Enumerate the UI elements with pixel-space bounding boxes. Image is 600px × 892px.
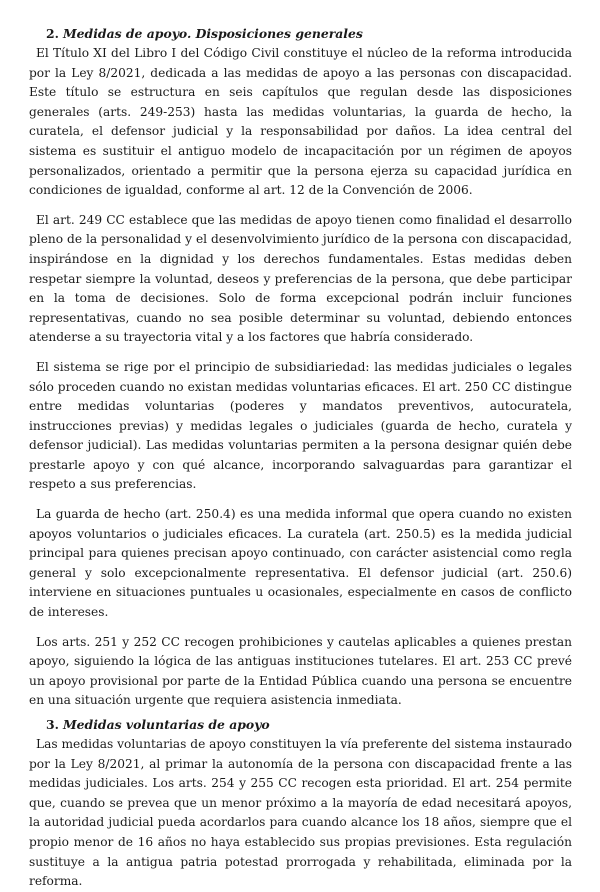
paragraph-subsidiariedad: El sistema se rige por el principio de subsidiariedad: las medidas judiciales o legales sólo proceden cuando no existan medidas voluntarias eficaces. El art. 250 CC distingue entre medidas voluntarias (poderes y mandatos preventivos, autocuratela, instrucciones previas) y medidas legales o judiciales (guarda de hecho, curatela y defensor judicial). Las medidas voluntarias permiten a la persona designar quién debe prestarle apoyo y con qué alcance, incorporando salvaguardas para garantizar el respeto a sus preferencias. bbox=[29, 359, 572, 492]
section-3-title: Medidas voluntarias de apoyo bbox=[62, 717, 270, 732]
section-3-number: 3. bbox=[46, 717, 59, 732]
paragraph-medidas-voluntarias: Las medidas voluntarias de apoyo constituyen la vía preferente del sistema instaurado por la Ley 8/2021, al primar la autonomía de la persona con discapacidad frente a las medidas judiciales. Los arts. 254 y 255 CC recogen esta prioridad. El art. 254 permite que, cuando se prevea que un menor próximo a la mayoría de edad necesitará apoyos, la autoridad judicial pueda acordarlos para cuando alcance los 18 años, siempre que el propio menor de 16 años no haya establecido sus propias previsiones. Esta regulación sustituye a la antigua patria potestad prorrogada y rehabilitada, eliminada por la reforma. bbox=[29, 737, 572, 889]
paragraph-art-249: El art. 249 CC establece que las medidas de apoyo tienen como finalidad el desarrollo pleno de la personalidad y el desenvolvimiento jurídico de la persona con discapacidad, inspirándose en la dignidad y los derechos fundamentales. Estas medidas deben respetar siempre la voluntad, deseos y preferencias de la persona, que debe participar en la toma de decisiones. Solo de forma excepcional podrán incluir funciones representativas, cuando no sea posible determinar su voluntad, debiendo entonces atenderse a su trayectoria vital y a los factores que habría considerado. bbox=[29, 212, 572, 345]
document-page bbox=[29, 24, 572, 892]
section-3-heading bbox=[46, 715, 572, 734]
section-2-heading bbox=[46, 24, 572, 43]
paragraph-titulo-xi: El Título XI del Libro I del Código Civil constituye el núcleo de la reforma introducida por la Ley 8/2021, dedicada a las medidas de apoyo a las personas con discapacidad. Este título se estructura en seis capítulos que regulan desde las disposiciones generales (arts. 249-253) hasta las medidas voluntarias, la guarda de hecho, la curatela, el defensor judicial y la responsabilidad por daños. La idea central del sistema es sustituir el antiguo modelo de incapacitación por un régimen de apoyos personalizados, orientado a permitir que la persona ejerza su capacidad jurídica en condiciones de igualdad, conforme al art. 12 de la Convención de 2006. bbox=[29, 46, 572, 198]
section-2-title: Medidas de apoyo. Disposiciones generales bbox=[62, 26, 363, 41]
paragraph-arts-251-252: Los arts. 251 y 252 CC recogen prohibiciones y cautelas aplicables a quienes prestan apoyo, siguiendo la lógica de las antiguas instituciones tutelares. El art. 253 CC prevé un apoyo provisional por parte de la Entidad Pública cuando una persona se encuentre en una situación urgente que requiera asistencia inmediata. bbox=[29, 634, 572, 708]
paragraph-guarda-de-hecho: La guarda de hecho (art. 250.4) es una medida informal que opera cuando no existen apoyos voluntarios o judiciales eficaces. La curatela (art. 250.5) es la medida judicial principal para quienes precisan apoyo continuado, con carácter asistencial como regla general y solo excepcionalmente representativa. El defensor judicial (art. 250.6) interviene en situaciones puntuales u ocasionales, especialmente en casos de conflicto de intereses. bbox=[29, 507, 572, 620]
section-2-number: 2. bbox=[46, 26, 59, 41]
